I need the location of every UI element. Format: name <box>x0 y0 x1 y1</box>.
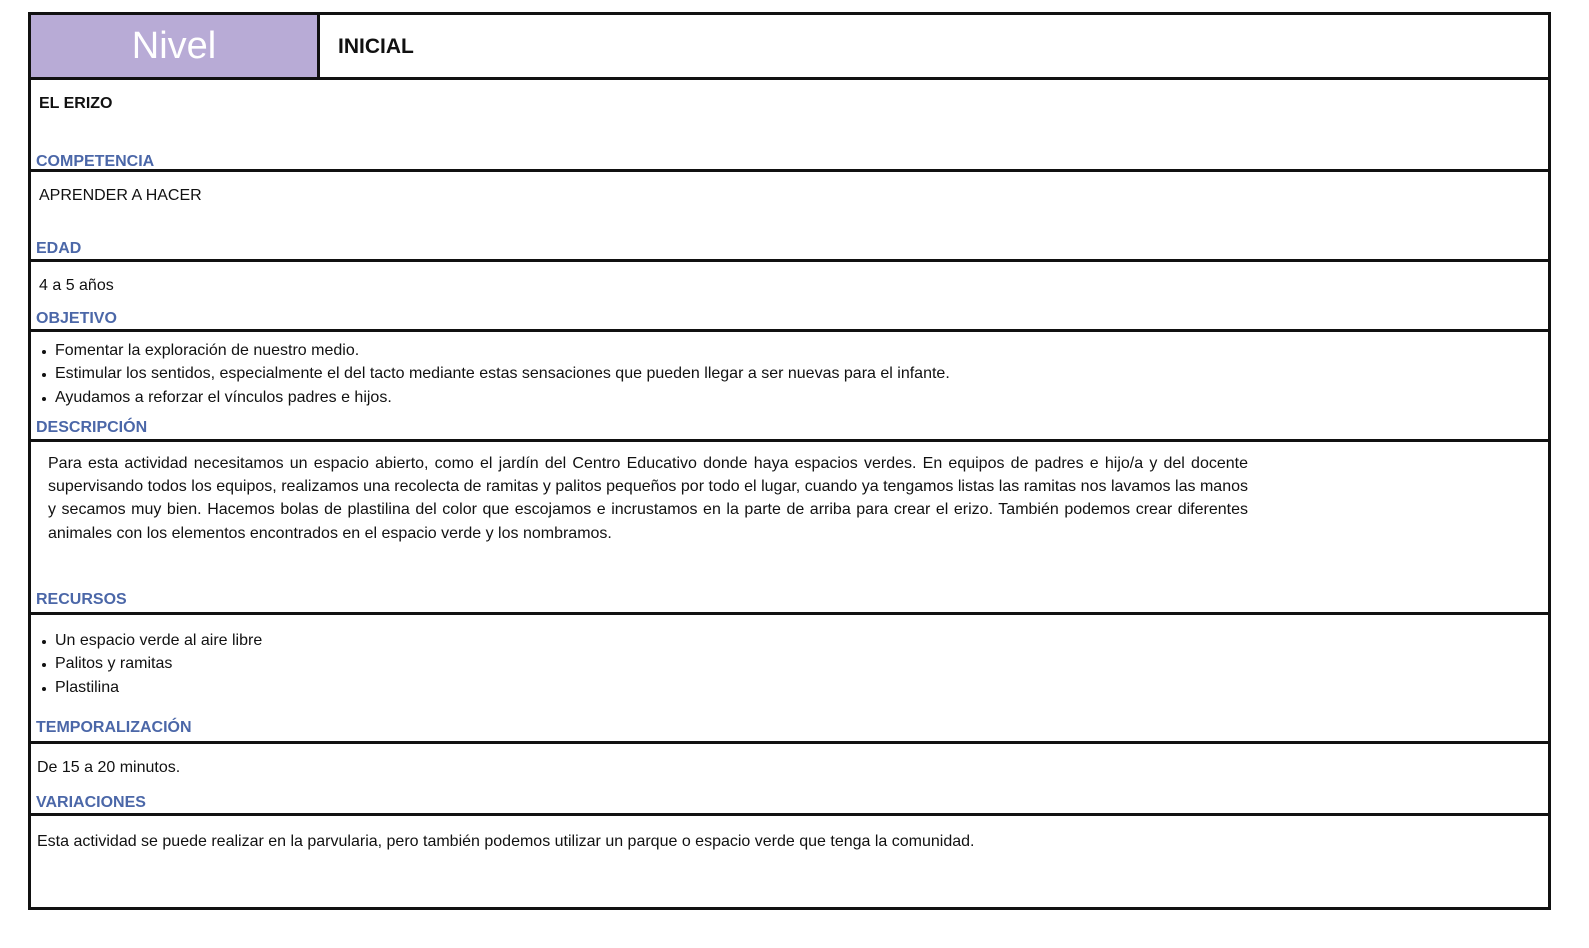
activity-title: EL ERIZO <box>39 95 113 112</box>
divider <box>31 741 1548 744</box>
competencia-label: COMPETENCIA <box>36 153 155 170</box>
descripcion-label: DESCRIPCIÓN <box>36 419 148 436</box>
header-row <box>31 15 1548 80</box>
descripcion-value: Para esta actividad necesitamos un espacio abierto, como el jardín del Centro Educativo donde haya espacios verdes. En equipos de padres e hijo/a y del docente supervisando todos los equipos, realizamos una recolecta de ramitas y palitos pequeños por todo el lugar, cuando ya tengamos listas las ramitas nos lavamos las manos y secamos muy bien. Hacemos bolas de plastilina del color que escojamos e incrustamos en la parte de arriba para crear el erizo. También podemos crear diferentes animales con los elementos encontrados en el espacio verde y los nombramos. <box>48 455 1248 542</box>
divider <box>31 329 1548 332</box>
recursos-list <box>39 629 262 699</box>
list-item: Fomentar la exploración de nuestro medio. <box>39 339 950 362</box>
divider <box>31 612 1548 615</box>
list-item: Un espacio verde al aire libre <box>39 629 262 652</box>
objetivo-list <box>39 339 950 409</box>
variaciones-label: VARIACIONES <box>36 794 146 811</box>
objetivo-label: OBJETIVO <box>36 310 117 327</box>
divider <box>31 169 1548 172</box>
nivel-value: INICIAL <box>338 35 414 58</box>
recursos-label: RECURSOS <box>36 591 127 608</box>
temporalizacion-label: TEMPORALIZACIÓN <box>36 719 192 736</box>
list-item: Ayudamos a reforzar el vínculos padres e hijos. <box>39 386 950 409</box>
list-item: Palitos y ramitas <box>39 652 262 675</box>
variaciones-value: Esta actividad se puede realizar en la parvularia, pero también podemos utilizar un parque o espacio verde que tenga la comunidad. <box>37 833 975 850</box>
nivel-label: Nivel <box>31 15 320 77</box>
temporalizacion-value: De 15 a 20 minutos. <box>37 759 181 776</box>
edad-value: 4 a 5 años <box>39 277 114 294</box>
divider <box>31 259 1548 262</box>
edad-label: EDAD <box>36 240 82 257</box>
competencia-value: APRENDER A HACER <box>39 187 202 204</box>
list-item: Estimular los sentidos, especialmente el del tacto mediante estas sensaciones que pueden llegar a ser nuevas para el infante. <box>39 362 950 385</box>
activity-sheet <box>28 12 1551 910</box>
divider <box>31 439 1548 442</box>
list-item: Plastilina <box>39 676 262 699</box>
divider <box>31 813 1548 816</box>
